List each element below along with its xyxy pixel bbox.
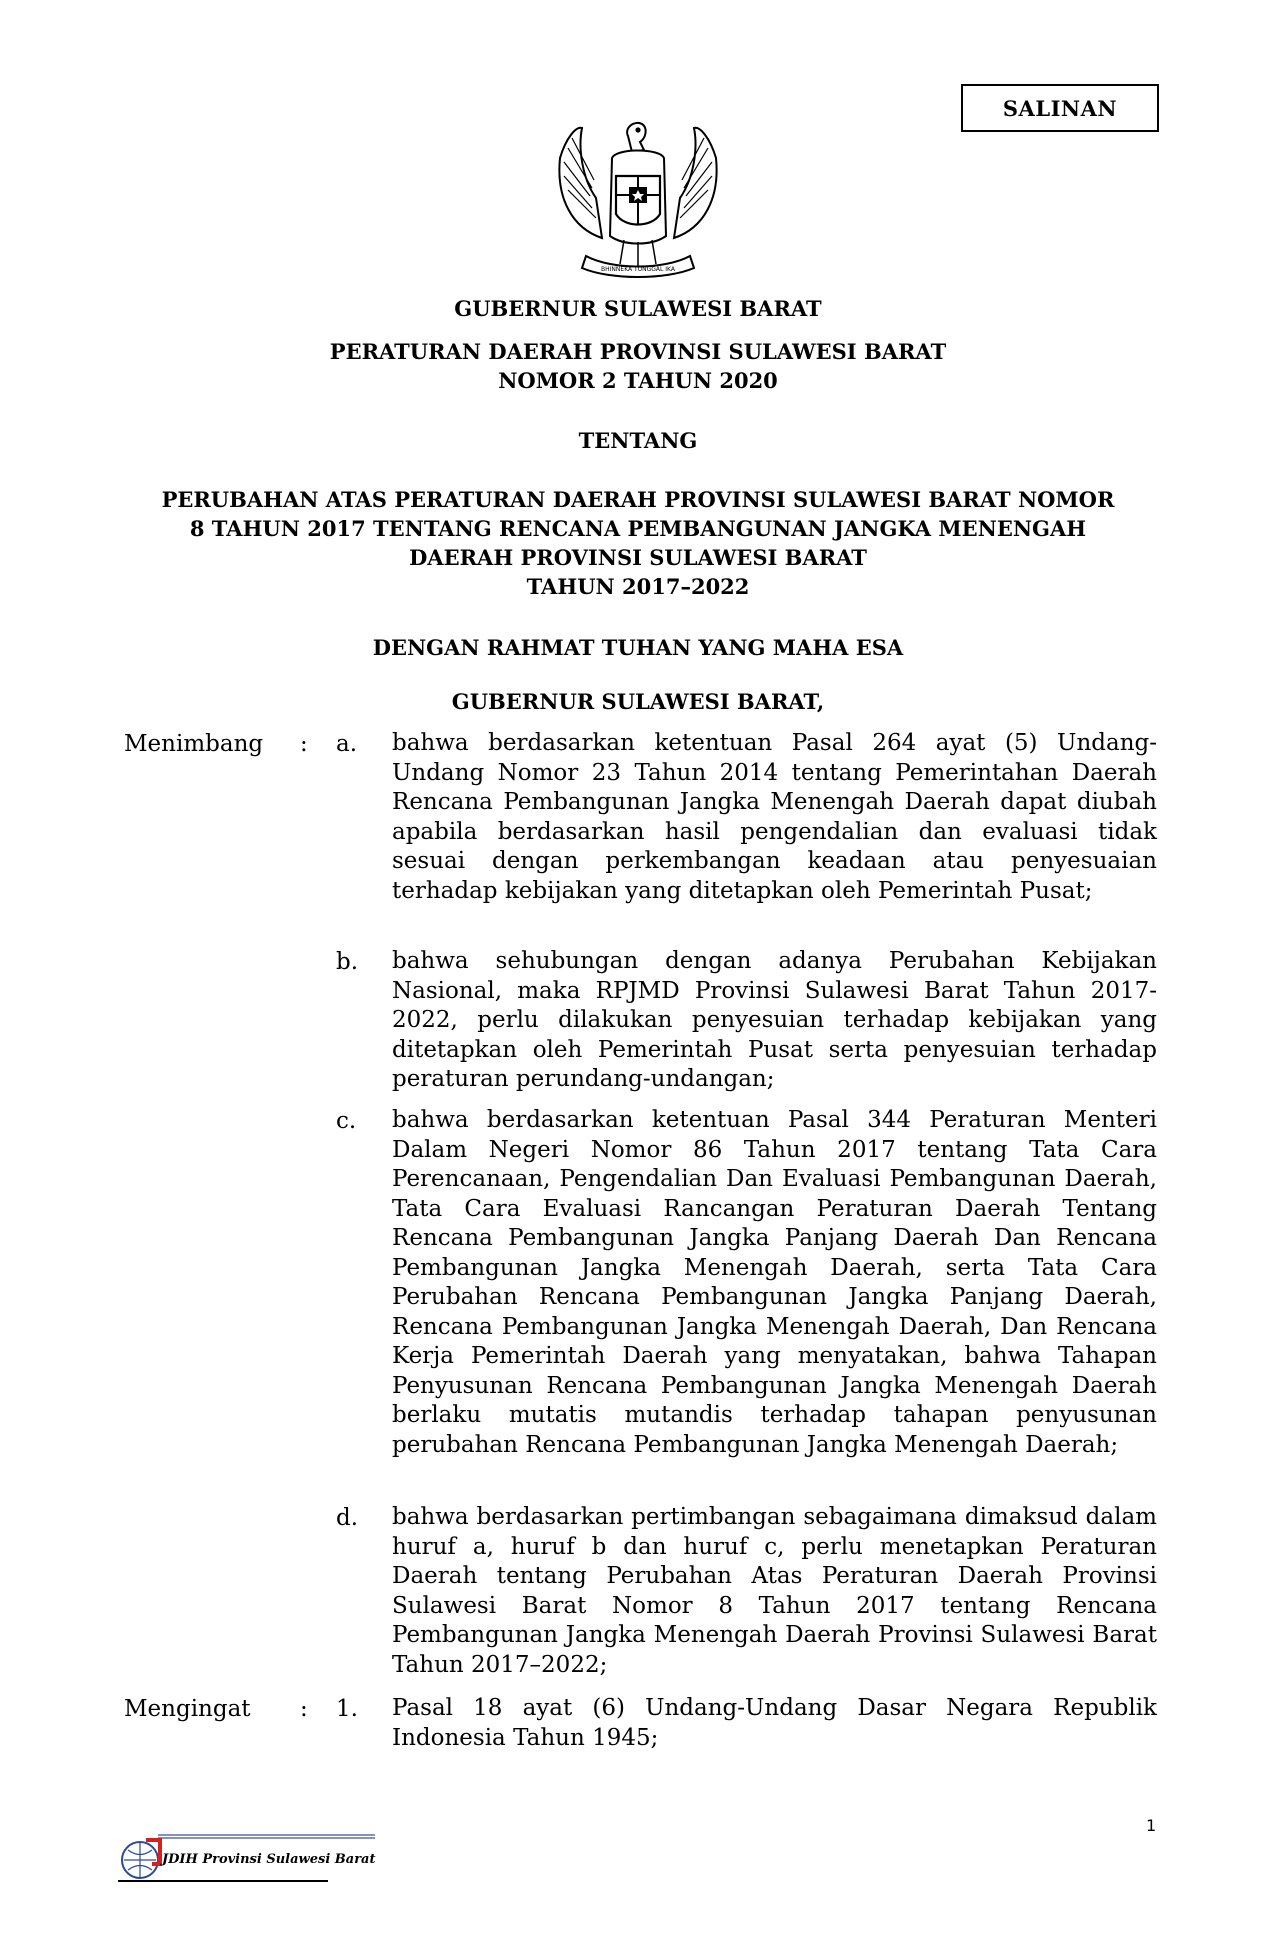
list-item-text: bahwa berdasarkan ketentuan Pasal 344 Peraturan Menteri Dalam Negeri Nomor 86 Tahun 2017 tentang Tata Cara Perencanaan, Pengendalian Dan Evaluasi Pembangunan Daerah, Tata Cara Evaluasi Rancangan Peraturan Daerah Tentang Rencana Pembangunan Jangka Panjang Daerah Dan Rencana Pembangunan Jangka Menengah Daerah, serta Tata Cara Perubahan Rencana Pembangunan Jangka Panjang Daerah, Rencana Pembangunan Jangka Menengah Daerah, Dan Rencana Kerja Pemerintah Daerah yang menyatakan, bahwa Tahapan Penyusunan Rencana Pembangunan Jangka Menengah Daerah berlaku mutatis mutandis terhadap tahapan penyusunan perubahan Rencana Pembangunan Jangka Menengah Daerah;: [392, 1107, 1157, 1458]
issuer-title: GUBERNUR SULAWESI BARAT: [454, 296, 822, 321]
list-item-text: bahwa sehubungan dengan adanya Perubahan Kebijakan Nasional, maka RPJMD Provinsi Sulawesi Barat Tahun 2017-2022, perlu dilakukan penyesuian terhadap kebijakan yang ditetapkan oleh Pemerintah Pusat serta penyesuian terhadap peraturan perundang-undangan;: [392, 948, 1157, 1092]
grace-heading: DENGAN RAHMAT TUHAN YANG MAHA ESA: [372, 635, 904, 660]
subject-line-2: 8 TAHUN 2017 TENTANG RENCANA PEMBANGUNAN JANGKA MENENGAH: [189, 516, 1087, 541]
footer-bar: [118, 1880, 328, 1882]
list-marker: c.: [336, 1108, 357, 1134]
about-heading: TENTANG: [578, 428, 698, 453]
menimbang-colon: :: [300, 731, 308, 757]
subject-line-4: TAHUN 2017–2022: [526, 574, 750, 599]
governor-heading: GUBERNUR SULAWESI BARAT,: [451, 689, 825, 714]
list-marker: 1.: [336, 1696, 358, 1722]
regulation-title: PERATURAN DAERAH PROVINSI SULAWESI BARAT: [329, 339, 947, 364]
list-item-text: bahwa berdasarkan pertimbangan sebagaimana dimaksud dalam huruf a, huruf b dan huruf c, perlu menetapkan Peraturan Daerah tentang Perubahan Atas Peraturan Daerah Provinsi Sulawesi Barat Nomor 8 Tahun 2017 tentang Rencana Pembangunan Jangka Menengah Daerah Provinsi Sulawesi Barat Tahun 2017–2022;: [392, 1504, 1157, 1678]
svg-text:BHINNEKA TUNGGAL IKA: BHINNEKA TUNGGAL IKA: [601, 266, 675, 273]
list-item-text: Pasal 18 ayat (6) Undang-Undang Dasar Negara Republik Indonesia Tahun 1945;: [392, 1695, 1157, 1751]
list-item-text: bahwa berdasarkan ketentuan Pasal 264 ayat (5) Undang-Undang Nomor 23 Tahun 2014 tentang Pemerintahan Daerah Rencana Pembangunan Jangka Menengah Daerah dapat diubah apabila berdasarkan hasil pengendalian dan evaluasi tidak sesuai dengan perkembangan keadaan atau penyesuaian terhadap kebijakan yang ditetapkan oleh Pemerintah Pusat;: [392, 730, 1157, 904]
mengingat-label: Mengingat: [124, 1696, 251, 1722]
subject-line-1: PERUBAHAN ATAS PERATURAN DAERAH PROVINSI SULAWESI BARAT NOMOR: [161, 487, 1115, 512]
footer-label: JDIH Provinsi Sulawesi Barat: [162, 1852, 376, 1867]
list-marker: a.: [336, 731, 358, 757]
list-marker: d.: [336, 1505, 359, 1531]
menimbang-label: Menimbang: [124, 731, 264, 757]
garuda-emblem-icon: [542, 118, 734, 284]
list-marker: b.: [336, 949, 359, 975]
page-number: 1: [1146, 1816, 1157, 1835]
salinan-stamp: SALINAN: [961, 84, 1159, 132]
mengingat-colon: :: [300, 1696, 308, 1722]
subject-line-3: DAERAH PROVINSI SULAWESI BARAT: [409, 545, 867, 570]
regulation-number: NOMOR 2 TAHUN 2020: [498, 368, 778, 393]
